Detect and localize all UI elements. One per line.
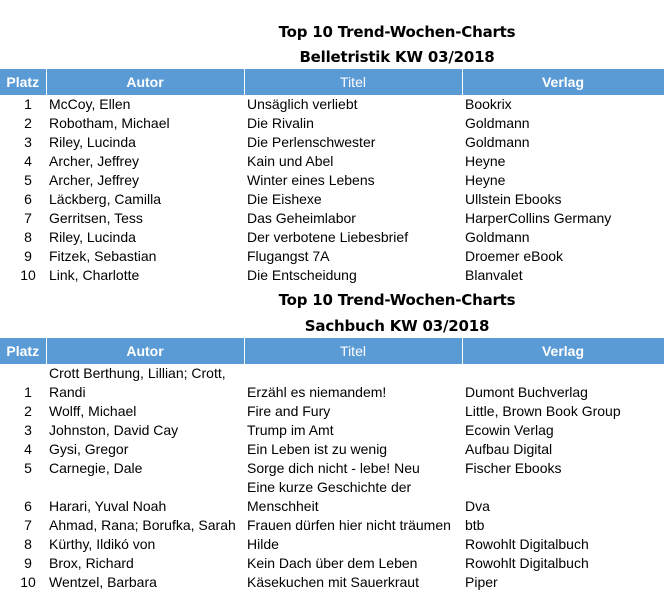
cell-titel: Winter eines Lebens [247, 172, 375, 188]
cell-verlag: Ullstein Ebooks [465, 191, 562, 207]
cell-verlag: Rowohlt Digitalbuch [465, 536, 589, 552]
column-header-platz: Platz [0, 69, 46, 95]
cell-platz: 4 [24, 153, 32, 169]
sachbuch-title: Top 10 Trend-Wochen-Charts [278, 291, 516, 309]
cell-platz: 10 [20, 267, 36, 283]
table-row [0, 421, 664, 440]
cell-autor: Gerritsen, Tess [49, 210, 143, 226]
cell-platz: 5 [24, 172, 32, 188]
column-header-autor: Autor [46, 69, 244, 95]
cell-titel: Flugangst 7A [247, 248, 330, 264]
cell-autor: Gysi, Gregor [49, 441, 129, 457]
cell-platz: 10 [20, 574, 36, 590]
cell-titel: Die Entscheidung [247, 267, 357, 283]
cell-verlag: Rowohlt Digitalbuch [465, 555, 589, 571]
sachbuch-table [0, 338, 664, 592]
cell-autor: Riley, Lucinda [49, 134, 136, 150]
cell-verlag: btb [465, 517, 485, 533]
cell-autor: Läckberg, Camilla [49, 191, 162, 207]
column-header-platz: Platz [0, 338, 46, 364]
cell-platz: 1 [24, 96, 32, 112]
cell-verlag: Bookrix [465, 96, 512, 112]
cell-titel: Fire and Fury [247, 403, 331, 419]
cell-platz: 8 [24, 229, 32, 245]
cell-autor: Carnegie, Dale [49, 460, 143, 476]
cell-autor: Brox, Richard [49, 555, 134, 571]
cell-autor: Wolff, Michael [49, 403, 137, 419]
cell-titel: Unsäglich verliebt [247, 96, 358, 112]
cell-platz: 8 [24, 536, 32, 552]
table-row [0, 440, 664, 459]
cell-verlag: Fischer Ebooks [465, 460, 562, 476]
table-row [0, 247, 664, 266]
cell-titel: Trump im Amt [247, 422, 334, 438]
cell-autor: McCoy, Ellen [49, 96, 131, 112]
cell-platz: 2 [24, 115, 32, 131]
table-row [0, 535, 664, 554]
cell-titel: Die Eishexe [247, 191, 322, 207]
cell-titel: Käsekuchen mit Sauerkraut [247, 574, 419, 590]
cell-verlag: Goldmann [465, 115, 530, 131]
cell-titel: Kein Dach über dem Leben [247, 555, 418, 571]
table-row [0, 516, 664, 535]
column-header-titel: Titel [244, 69, 462, 95]
cell-autor: Riley, Lucinda [49, 229, 136, 245]
cell-verlag: Heyne [465, 153, 506, 169]
cell-titel: Die Perlenschwester [247, 134, 376, 150]
table-row [0, 190, 664, 209]
cell-titel: Ein Leben ist zu wenig [247, 441, 388, 457]
table-row [0, 114, 664, 133]
table-row [0, 459, 664, 478]
cell-verlag: HarperCollins Germany [465, 210, 612, 226]
column-header-verlag: Verlag [462, 338, 664, 364]
cell-titel: Der verbotene Liebesbrief [247, 229, 409, 245]
cell-verlag: Dumont Buchverlag [465, 384, 588, 400]
table-row [0, 478, 664, 516]
cell-platz: 7 [24, 517, 32, 533]
cell-titel: Das Geheimlabor [247, 210, 356, 226]
cell-platz: 4 [24, 441, 32, 457]
table-row [0, 554, 664, 573]
column-header-verlag: Verlag [462, 69, 664, 95]
table-row [0, 402, 664, 421]
belletristik-rows [0, 95, 664, 285]
cell-platz: 2 [24, 403, 32, 419]
belletristik-table [0, 69, 664, 285]
cell-platz: 1 [24, 384, 32, 400]
column-header-autor: Autor [46, 338, 244, 364]
table-row [0, 95, 664, 114]
cell-autor: Wentzel, Barbara [49, 574, 157, 590]
cell-titel: Eine kurze Geschichte der Menschheit [247, 479, 412, 514]
table-row [0, 171, 664, 190]
cell-autor: Link, Charlotte [49, 267, 140, 283]
table-row [0, 573, 664, 592]
cell-verlag: Little, Brown Book Group [465, 403, 621, 419]
cell-verlag: Blanvalet [465, 267, 523, 283]
cell-verlag: Droemer eBook [465, 248, 564, 264]
cell-autor: Ahmad, Rana; Borufka, Sarah [49, 517, 236, 533]
cell-autor: Robotham, Michael [49, 115, 170, 131]
cell-platz: 9 [24, 555, 32, 571]
sachbuch-rows [0, 364, 664, 592]
cell-platz: 6 [24, 191, 32, 207]
table-header-row [0, 338, 664, 364]
table-row [0, 133, 664, 152]
cell-verlag: Aufbau Digital [465, 441, 553, 457]
cell-autor: Kürthy, Ildikó von [49, 536, 156, 552]
cell-titel: Erzähl es niemandem! [247, 384, 387, 400]
cell-verlag: Ecowin Verlag [465, 422, 554, 438]
cell-verlag: Dva [465, 498, 490, 514]
cell-autor: Johnston, David Cay [49, 422, 179, 438]
table-row [0, 228, 664, 247]
cell-autor: Fitzek, Sebastian [49, 248, 157, 264]
cell-titel: Frauen dürfen hier nicht träumen [247, 517, 451, 533]
table-row [0, 266, 664, 285]
cell-autor: Crott Berthung, Lillian; Crott, Randi [49, 365, 226, 400]
cell-titel: Kain und Abel [247, 153, 334, 169]
cell-autor: Archer, Jeffrey [49, 153, 140, 169]
cell-platz: 9 [24, 248, 32, 264]
cell-verlag: Heyne [465, 172, 506, 188]
column-header-titel: Titel [244, 338, 462, 364]
cell-titel: Die Rivalin [247, 115, 314, 131]
cell-verlag: Goldmann [465, 134, 530, 150]
cell-autor: Harari, Yuval Noah [49, 498, 167, 514]
cell-platz: 3 [24, 422, 32, 438]
cell-platz: 6 [24, 498, 32, 514]
cell-platz: 3 [24, 134, 32, 150]
cell-titel: Hilde [247, 536, 279, 552]
belletristik-subtitle: Belletristik KW 03/2018 [299, 48, 495, 66]
table-header-row [0, 69, 664, 95]
table-row [0, 209, 664, 228]
cell-platz: 7 [24, 210, 32, 226]
table-row [0, 364, 664, 402]
cell-titel: Sorge dich nicht - lebe! Neu [247, 460, 420, 476]
table-row [0, 152, 664, 171]
cell-platz: 5 [24, 460, 32, 476]
cell-verlag: Goldmann [465, 229, 530, 245]
cell-verlag: Piper [465, 574, 498, 590]
cell-autor: Archer, Jeffrey [49, 172, 140, 188]
sachbuch-subtitle: Sachbuch KW 03/2018 [304, 317, 490, 335]
belletristik-title: Top 10 Trend-Wochen-Charts [278, 23, 516, 41]
